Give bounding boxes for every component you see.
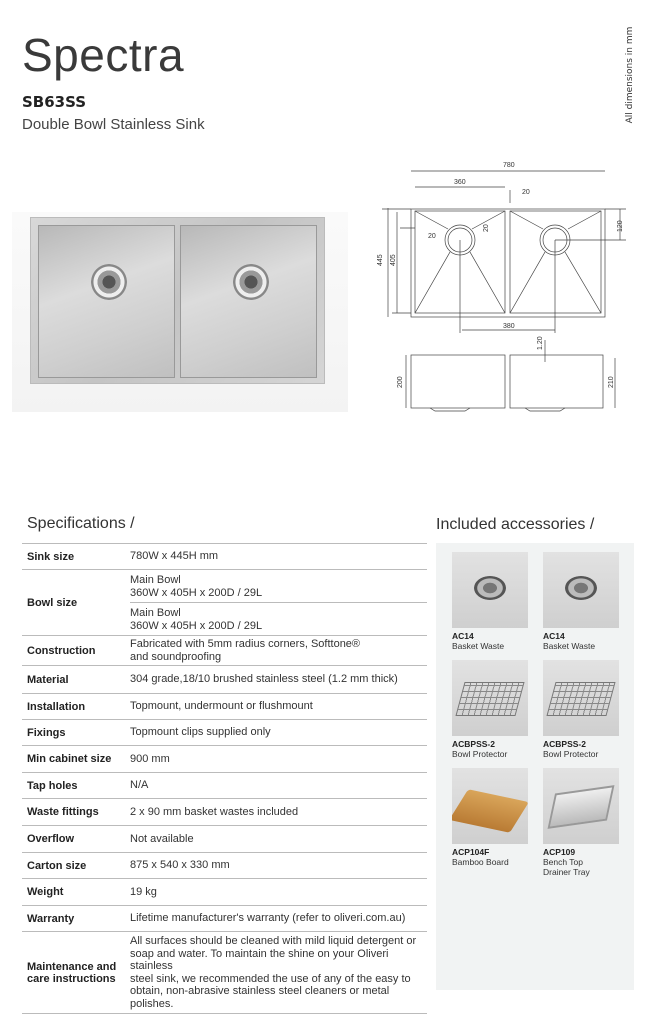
technical-drawing: [370, 150, 640, 420]
accessory-name: Bench Top Drainer Tray: [543, 857, 590, 877]
sink-body: [30, 217, 325, 384]
spec-value: [130, 912, 427, 925]
spec-value: [130, 570, 427, 635]
spec-row: [22, 799, 427, 826]
dimension-note: All dimensions in mm: [625, 26, 635, 124]
spec-value: [130, 726, 427, 739]
spec-label: Sink size: [27, 550, 75, 563]
accessory-code: ACBPSS-2: [452, 739, 495, 749]
dim-left-depth: 200: [397, 376, 404, 388]
dim-right-depth: 210: [608, 376, 615, 388]
spec-label: Maintenance and care instructions: [27, 960, 117, 985]
spec-row: [22, 746, 427, 773]
dim-rim-drop: 1.20: [537, 336, 544, 350]
bamboo-board-icon: [452, 768, 528, 844]
dim-bowl-width: 360: [454, 179, 466, 186]
spec-value-line: 2 x 90 mm basket wastes included: [130, 805, 299, 818]
accessory-item: [452, 660, 532, 759]
spec-label: Bowl size: [27, 596, 78, 609]
spec-label: Installation: [27, 700, 86, 713]
accessory-name: Bamboo Board: [452, 857, 509, 867]
model-number: SB63SS: [22, 93, 87, 111]
product-subtitle: Double Bowl Stainless Sink: [22, 116, 205, 133]
spec-label: Warranty: [27, 912, 75, 925]
specifications-table: [22, 543, 427, 1014]
accessory-name: Basket Waste: [452, 641, 505, 651]
accessory-name: Bowl Protector: [543, 749, 599, 759]
spec-value-line: N/A: [130, 779, 149, 792]
spec-value: [130, 886, 427, 899]
spec-label: Fixings: [27, 726, 66, 739]
spec-row: [22, 906, 427, 932]
spec-row: [22, 636, 427, 666]
spec-row: [22, 720, 427, 746]
spec-value-line: 304 grade,18/10 brushed stainless steel (1.2 mm thick): [130, 673, 398, 686]
basket-waste-icon: [543, 552, 619, 628]
spec-label: Tap holes: [27, 779, 78, 792]
spec-value-line: Topmount clips supplied only: [130, 726, 271, 739]
spec-label: Material: [27, 673, 69, 686]
spec-row: [22, 694, 427, 720]
spec-value: [130, 638, 427, 663]
accessory-code: ACP104F: [452, 847, 490, 857]
accessory-item: [452, 552, 532, 651]
spec-row: [22, 544, 427, 570]
accessory-item: [543, 660, 623, 759]
spec-value-line: 19 kg: [130, 885, 157, 898]
accessory-item: [543, 552, 623, 651]
spec-value-line: 875 x 540 x 330 mm: [130, 859, 230, 872]
accessory-code: AC14: [543, 631, 565, 641]
spec-value-line: Main Bowl 360W x 405H x 200D / 29L: [130, 570, 427, 603]
dim-side-margin: 20: [428, 233, 436, 240]
waste-icon: [91, 264, 127, 300]
accessory-code: ACBPSS-2: [543, 739, 586, 749]
spec-row: [22, 666, 427, 694]
spec-value: [130, 806, 427, 819]
spec-value-line: Not available: [130, 832, 194, 845]
drainer-tray-icon: [543, 768, 619, 844]
accessory-item: [543, 768, 623, 877]
dim-waste-offset: 120: [617, 220, 624, 232]
accessory-code: AC14: [452, 631, 474, 641]
spec-label: Overflow: [27, 833, 75, 845]
accessories-panel: [436, 543, 634, 990]
spec-label: Carton size: [27, 859, 87, 872]
dim-divider: 20: [522, 189, 530, 196]
left-bowl: [38, 225, 175, 378]
accessory-name: Basket Waste: [543, 641, 596, 651]
spec-value: [130, 753, 427, 766]
spec-row: [22, 853, 427, 879]
spec-value-line: 900 mm: [130, 752, 170, 765]
wire-grid-icon: [543, 660, 619, 736]
specifications-heading: Specifications /: [27, 515, 135, 532]
spec-value-line: Lifetime manufacturer's warranty (refer to oliveri.com.au): [130, 912, 406, 925]
spec-value-line: All surfaces should be cleaned with mild liquid detergent or soap and water. To maintain the shine on your Oliveri stainless steel sink, we recommended the use of any of the easy to obtain, non-abrasive stainless steel cleaners or metal polishes.: [130, 935, 417, 1010]
spec-value: [130, 859, 427, 872]
dim-waste-spacing: 380: [503, 323, 515, 330]
spec-value: [130, 700, 427, 713]
spec-value-line: Fabricated with 5mm radius corners, Softtone® and soundproofing: [130, 638, 361, 663]
spec-label: Construction: [27, 644, 96, 657]
dim-bowl-depth: 405: [390, 254, 397, 266]
accessory-code: ACP109: [543, 847, 576, 857]
sink-photo: [12, 212, 348, 412]
spec-value: [130, 673, 427, 686]
dim-overall-width: 780: [503, 162, 515, 169]
spec-row: [22, 879, 427, 906]
waste-icon: [233, 264, 269, 300]
spec-value: [130, 550, 427, 563]
spec-value: [130, 833, 427, 846]
dim-top-margin: 20: [483, 224, 490, 232]
spec-label: Min cabinet size: [27, 753, 112, 765]
spec-value-line: 780W x 445H mm: [130, 550, 219, 563]
spec-row: [22, 570, 427, 636]
product-title: Spectra: [22, 29, 185, 81]
accessory-name: Bowl Protector: [452, 749, 508, 759]
accessory-item: [452, 768, 532, 867]
spec-label: Weight: [27, 886, 64, 898]
spec-value: [130, 932, 427, 1013]
spec-value-line: Main Bowl 360W x 405H x 200D / 29L: [130, 607, 263, 632]
dim-overall-depth: 445: [377, 254, 384, 266]
spec-value: [130, 779, 427, 792]
accessories-heading: Included accessories /: [436, 516, 595, 533]
wire-grid-icon: [452, 660, 528, 736]
basket-waste-icon: [452, 552, 528, 628]
spec-value-line: Topmount, undermount or flushmount: [130, 700, 313, 713]
right-bowl: [180, 225, 317, 378]
spec-label: Waste fittings: [27, 806, 99, 818]
spec-row: [22, 826, 427, 853]
spec-row: [22, 932, 427, 1014]
spec-row: [22, 773, 427, 799]
